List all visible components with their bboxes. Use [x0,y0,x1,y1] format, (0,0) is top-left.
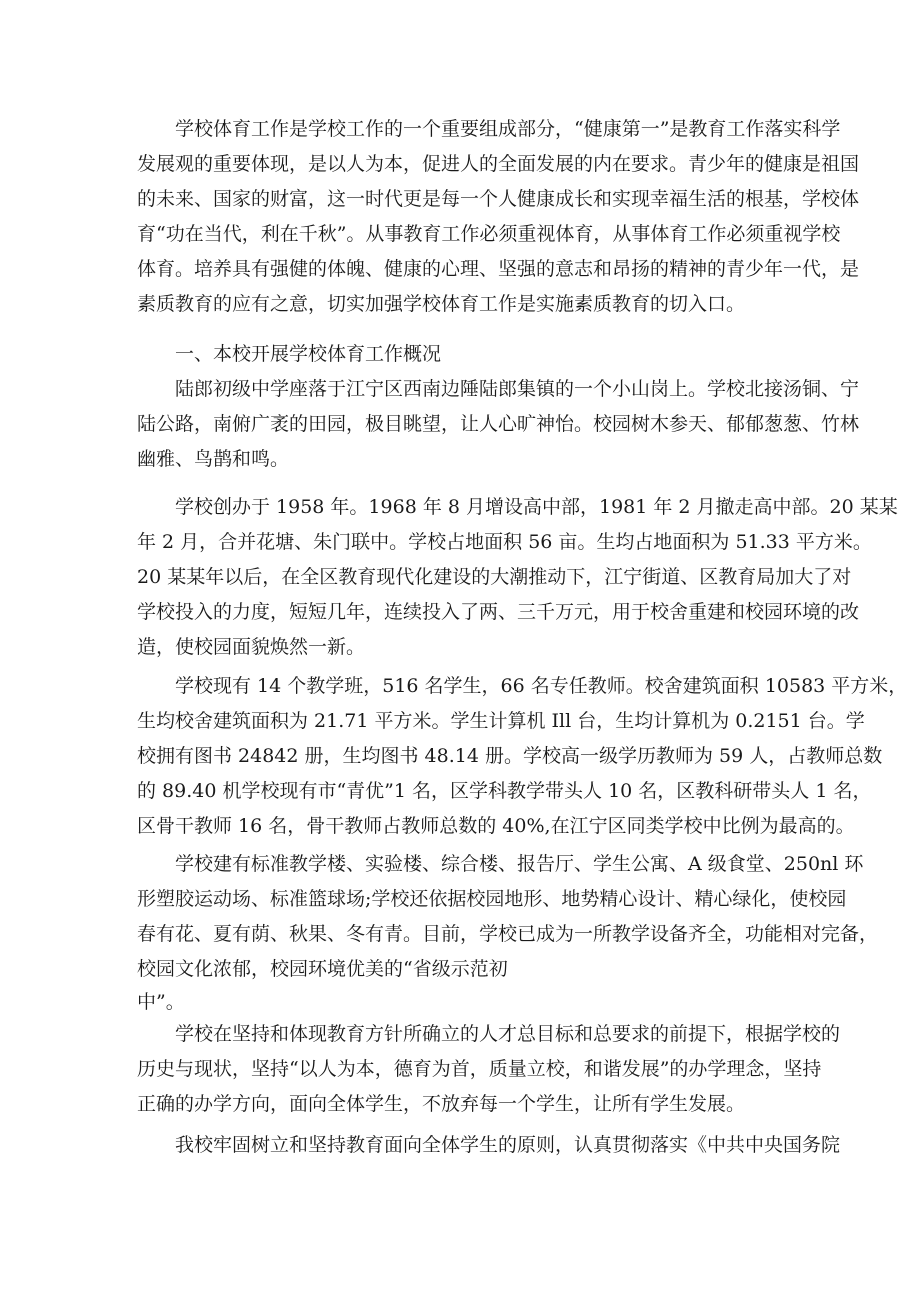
heading-line: 一、本校开展学校体育工作概况 [175,343,442,365]
text-line: 陆公路，南俯广袤的田园，极目眺望，让人心旷神怡。校园树木参天、郁郁葱葱、竹林 [137,413,860,435]
section-heading [137,337,789,372]
text-line: 我校牢固树立和坚持教育面向全体学生的原则，认真贯彻落实《中共中央国务院 [175,1134,841,1156]
paragraph-philosophy [137,1017,841,1122]
text-line: 育“功在当代，利在千秋”。从事教育工作必须重视体育，从事体育工作必须重视学校 [137,223,841,245]
text-line: 学校现有 14 个教学班，516 名学生，66 名专任教师。校舍建筑面积 10583 平方米， [175,675,908,697]
text-line: 陆郎初级中学座落于江宁区西南边陲陆郎集镇的一个小山岗上。学校北接汤铜、宁 [175,378,860,400]
text-line: 学校建有标准教学楼、实验楼、综合楼、报告厅、学生公寓、A 级食堂、250nl 环 [175,853,864,875]
text-line: 造，使校园面貌焕然一新。 [137,636,366,658]
text-line: 校拥有图书 24842 册，生均图书 48.14 册。学校高一级学历教师为 59 人，占教师总数 [137,745,883,767]
text-line: 春有花、夏有荫、秋果、冬有青。目前，学校已成为一所教学设备齐全，功能相对完备， [137,923,879,945]
text-line: 区骨干教师 16 名，骨干教师占教师总数的 40%,在江宁区同类学校中比例为最高的。 [137,815,855,837]
text-line: 学校在坚持和体现教育方针所确立的人才总目标和总要求的前提下，根据学校的 [175,1023,841,1045]
text-line: 正确的办学方向，面向全体学生，不放弃每一个学生，让所有学生发展。 [137,1093,746,1115]
paragraph-principle [137,1128,841,1163]
text-line: 学校创办于 1958 年。1968 年 8 月增设高中部，1981 年 2 月撤走高中部。20 某某 [175,496,898,518]
text-line: 生均校舍建筑面积为 21.71 平方米。学生计算机 Ill 台，生均计算机为 0.2151 台。学 [137,710,865,732]
paragraph-statistics [137,669,908,844]
text-line: 学校体育工作是学校工作的一个重要组成部分，“健康第一”是教育工作落实科学 [175,118,841,140]
text-line: 历史与现状，坚持“以人为本，德育为首，质量立校，和谐发展”的办学理念，坚持 [137,1058,822,1080]
text-line: 学校投入的力度，短短几年，连续投入了两、三千万元，用于校舍重建和校园环境的改 [137,601,860,623]
text-line: 中”。 [137,991,185,1013]
text-line: 20 某某年以后，在全区教育现代化建设的大潮推动下，江宁街道、区教育局加大了对 [137,566,852,588]
paragraph-intro [137,112,860,322]
text-line: 素质教育的应有之意，切实加强学校体育工作是实施素质教育的切入口。 [137,293,746,315]
text-line: 形塑胶运动场、标准篮球场;学校还依据校园地形、地势精心设计、精心绿化，使校园 [137,888,847,910]
text-line: 年 2 月，合并花塘、朱门联中。学校占地面积 56 亩。生均占地面积为 51.33 平方米。 [137,531,872,553]
text-line: 幽雅、鸟鹊和鸣。 [137,448,290,470]
paragraph-history [137,490,898,665]
paragraph-facilities [137,847,879,1017]
text-line: 的 89.40 机学校现有市“青优”1 名，区学科教学带头人 10 名，区教科研带头人 1 名， [137,780,872,802]
text-line: 的未来、国家的财富，这一时代更是每一个人健康成长和实现幸福生活的根基，学校体 [137,188,860,210]
text-line: 体育。培养具有强健的体魄、健康的心理、坚强的意志和昂扬的精神的青少年一代，是 [137,258,860,280]
text-line: 发展观的重要体现，是以人为本，促进人的全面发展的内在要求。青少年的健康是祖国 [137,153,860,175]
text-line: 校园文化浓郁，校园环境优美的“省级示范初 [137,958,508,980]
paragraph-location [137,372,860,477]
